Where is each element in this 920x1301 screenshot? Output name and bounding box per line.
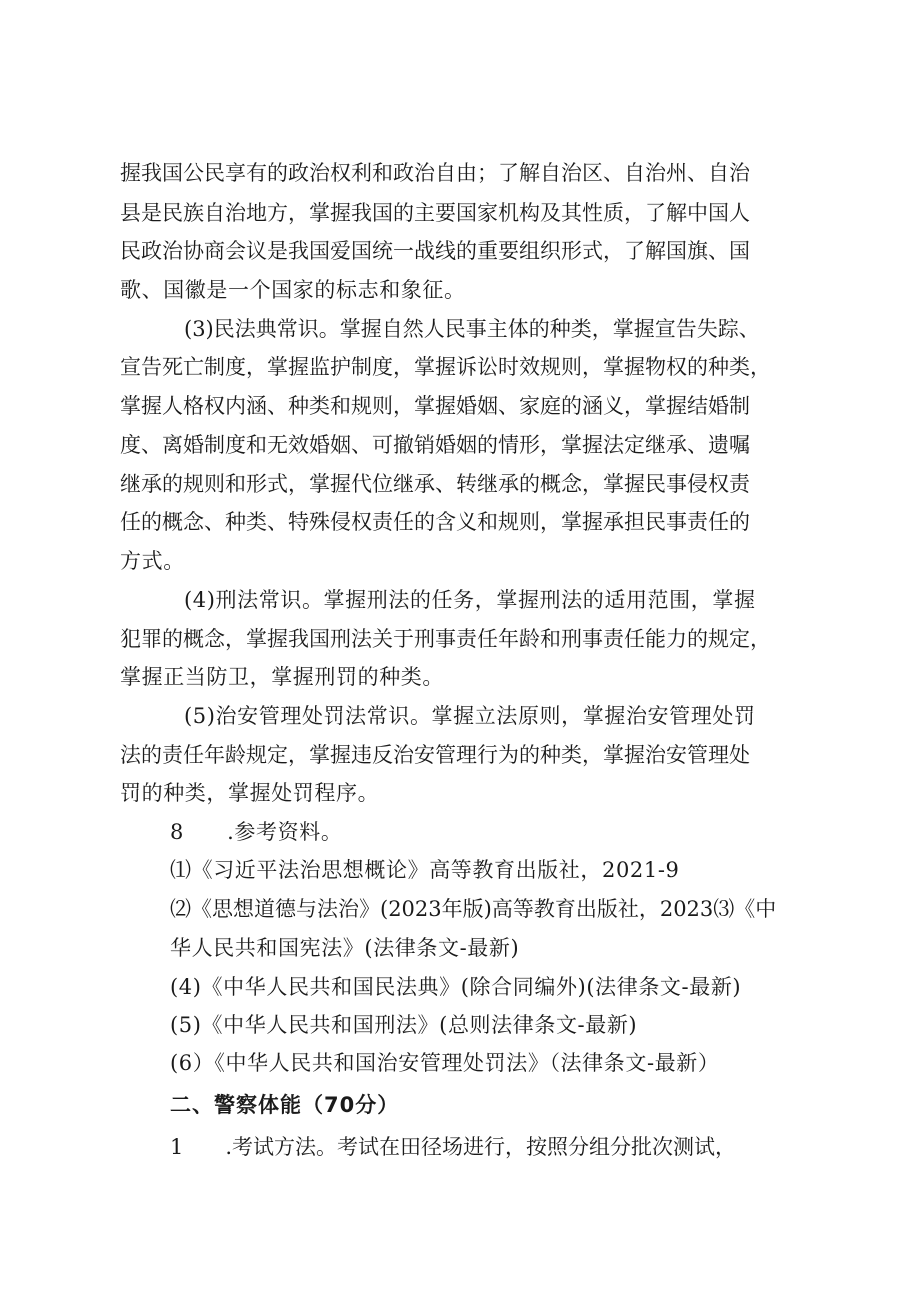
text-line-3: 民政治协商会议是我国爱国统一战线的重要组织形式，了解国旗、国 (120, 239, 750, 263)
text-line-4: 歌、国徽是一个国家的标志和象征。 (120, 278, 466, 302)
reference-item-3-continued: 华人民共和国宪法》(法律条文-最新) (170, 936, 520, 960)
reference-item-4: (4)《中华人民共和国民法典》(除合同编外)(法律条文-最新) (170, 975, 742, 999)
text-line-10: 任的概念、种类、特殊侵权责任的含义和规则，掌握承担民事责任的 (120, 510, 750, 534)
reference-item-2: ⑵《思想道德与法治》(2023年版)高等教育出版社，2023⑶《中 (170, 897, 777, 921)
text-line-8: 度、离婚制度和无效婚姻、可撤销婚姻的情形，掌握法定继承、遗嘱 (120, 433, 750, 457)
paragraph-civil-code-heading: (3)民法典常识。掌握自然人民事主体的种类，掌握宣告失踪、 (184, 317, 760, 341)
text-line-1: 握我国公民享有的政治权利和政治自由；了解自治区、自治州、自治 (120, 161, 750, 185)
paragraph-public-security-heading: (5)治安管理处罚法常识。掌握立法原则，掌握治安管理处罚 (184, 704, 756, 728)
reference-item-5: (5)《中华人民共和国刑法》(总则法律条文-最新) (170, 1013, 638, 1037)
text-line-9: 继承的规则和形式，掌握代位继承、转继承的概念，掌握民事侵权责 (120, 472, 750, 496)
text-line-17: 罚的种类，掌握处罚程序。 (120, 781, 380, 805)
text-line-exam-method: 1 .考试方法。考试在田径场进行，按照分组分批次测试， (170, 1135, 737, 1159)
paragraph-criminal-law-heading: (4)刑法常识。掌握刑法的任务，掌握刑法的适用范围，掌握 (184, 588, 756, 612)
text-line-14: 掌握正当防卫，掌握刑罚的种类。 (120, 665, 444, 689)
text-line-13: 犯罪的概念，掌握我国刑法关于刑事责任年龄和刑事责任能力的规定， (120, 627, 771, 651)
section-references-heading: 8 .参考资料。 (170, 820, 343, 844)
text-line-6: 宣告死亡制度，掌握监护制度，掌握诉讼时效规则，掌握物权的种类， (120, 355, 771, 379)
section-heading-police-fitness: 二、警察体能（70分） (170, 1093, 400, 1117)
text-line-11: 方式。 (120, 549, 185, 573)
text-line-2: 县是民族自治地方，掌握我国的主要国家机构及其性质，了解中国人 (120, 201, 750, 225)
reference-item-6: (6）《中华人民共和国治安管理处罚法》（法律条文-最新） (170, 1051, 720, 1075)
text-line-16: 法的责任年龄规定，掌握违反治安管理行为的种类，掌握治安管理处 (120, 743, 750, 767)
text-line-7: 掌握人格权内涵、种类和规则，掌握婚姻、家庭的涵义，掌握结婚制 (120, 394, 750, 418)
reference-item-1: ⑴《习近平法治思想概论》高等教育出版社，2021-9 (170, 858, 680, 882)
